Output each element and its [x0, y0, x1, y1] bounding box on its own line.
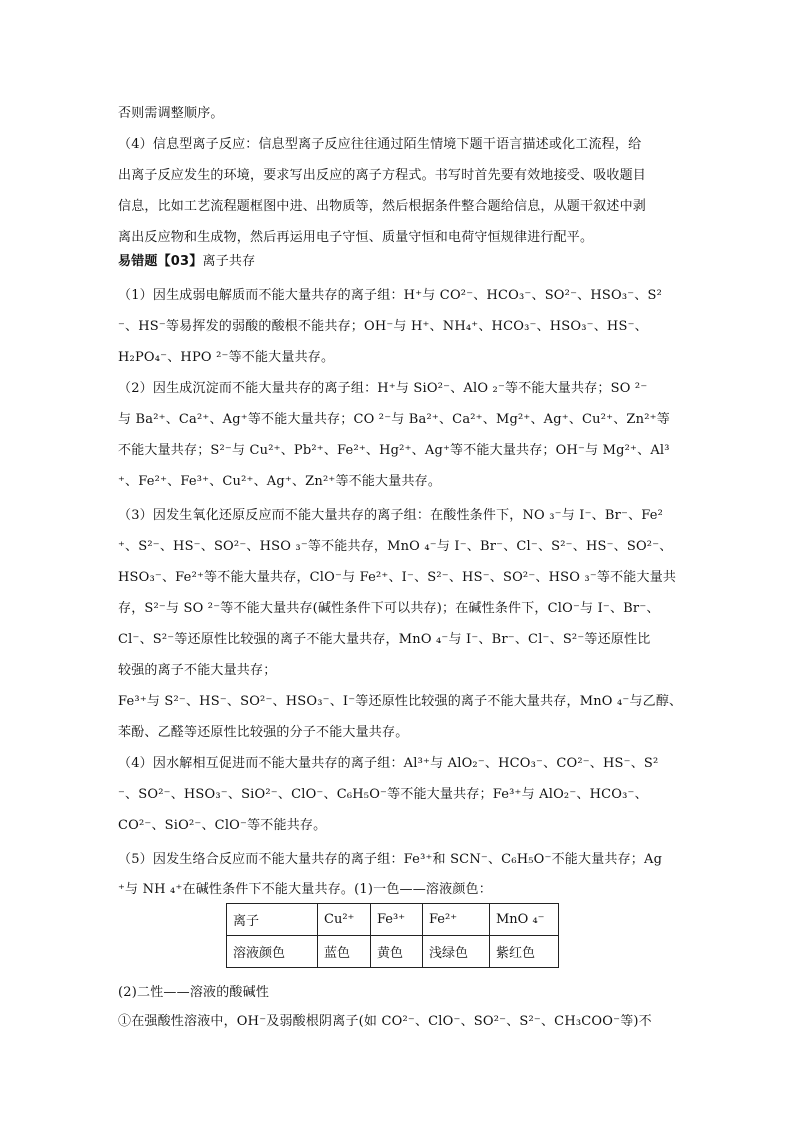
text-line: H₂PO₄⁻、HPO ²⁻等不能大量共存。	[118, 350, 335, 365]
text-line: （2）因生成沉淀而不能大量共存的离子组：H⁺与 SiO²⁻、AlO ₂⁻等不能大量共存；SO ²⁻	[118, 381, 648, 396]
text-line: ①在强酸性溶液中，OH⁻及弱酸根阴离子(如 CO²⁻、ClO⁻、SO²⁻、S²⁻、CH₃COO⁻等)不	[118, 1014, 652, 1029]
heading-label: 易错题【03】	[118, 254, 203, 269]
text-line: Cl⁻、S²⁻等还原性比较强的离子不能大量共存，MnO ₄⁻与 I⁻、Br⁻、Cl⁻、S²⁻等还原性比	[118, 632, 651, 647]
text-line: 较强的离子不能大量共存；	[118, 663, 277, 678]
text-line: （5）因发生络合反应而不能大量共存的离子组：Fe³⁺和 SCN⁻、C₆H₅O⁻不能大量共存；Ag	[118, 852, 663, 867]
text-line: ⁺、S²⁻、HS⁻、SO²⁻、HSO ₃⁻等不能共存，MnO ₄⁻与 I⁻、Br⁻、Cl⁻、S²⁻、HS⁻、SO²⁻、	[118, 539, 673, 554]
table-cell: Cu²⁺	[318, 904, 371, 936]
section-heading	[118, 254, 678, 270]
text-line: 苯酚、乙醛等还原性比较强的分子不能大量共存。	[118, 725, 409, 740]
text-line: （3）因发生氧化还原反应而不能大量共存的离子组：在酸性条件下，NO ₃⁻与 I⁻、Br⁻、Fe²	[118, 508, 664, 523]
text-line: 不能大量共存；S²⁻与 Cu²⁺、Pb²⁺、Fe²⁺、Hg²⁺、Ag⁺等不能大量共存；OH⁻与 Mg²⁺、Al³	[118, 443, 670, 458]
table-row	[227, 936, 559, 968]
text-line: ⁺与 NH ₄⁺在碱性条件下不能大量共存。(1)一色——溶液颜色：	[118, 882, 492, 897]
table-row	[227, 904, 559, 936]
text-line: 与 Ba²⁺、Ca²⁺、Ag⁺等不能大量共存；CO ²⁻与 Ba²⁺、Ca²⁺、Mg²⁺、Ag⁺、Cu²⁺、Zn²⁺等	[118, 412, 670, 427]
table-cell: Fe²⁺	[423, 904, 490, 936]
text-line: 存，S²⁻与 SO ²⁻等不能大量共存(碱性条件下可以共存)；在碱性条件下，ClO⁻与 I⁻、Br⁻、	[118, 601, 660, 616]
text-line: ⁺、Fe²⁺、Fe³⁺、Cu²⁺、Ag⁺、Zn²⁺等不能大量共存。	[118, 474, 442, 489]
text-line: Fe³⁺与 S²⁻、HS⁻、SO²⁻、HSO₃⁻、I⁻等还原性比较强的离子不能大量共存，MnO ₄⁻与乙醇、	[118, 694, 683, 709]
table-cell: 离子	[227, 904, 318, 936]
table-cell: 溶液颜色	[227, 936, 318, 968]
text-line: ⁻、SO²⁻、HSO₃⁻、SiO²⁻、ClO⁻、C₆H₅O⁻等不能大量共存；Fe³⁺与 AlO₂⁻、HCO₃⁻、	[118, 787, 648, 802]
text-line: HSO₃⁻、Fe²⁺等不能大量共存，ClO⁻与 Fe²⁺、I⁻、S²⁻、HS⁻、SO²⁻、HSO ₃⁻等不能大量共	[118, 570, 677, 585]
table-cell: 紫红色	[490, 936, 559, 968]
text-line: （4）因水解相互促进而不能大量共存的离子组：Al³⁺与 AlO₂⁻、HCO₃⁻、CO²⁻、HS⁻、S²	[118, 756, 659, 771]
heading-title: 离子共存	[202, 254, 256, 269]
text-line: CO²⁻、SiO²⁻、ClO⁻等不能共存。	[118, 818, 327, 833]
text-line: 信息，比如工艺流程题框图中进、出物质等，然后根据条件整合题给信息，从题干叙述中剥	[118, 199, 647, 214]
table-cell: Fe³⁺	[371, 904, 423, 936]
table-cell: MnO ₄⁻	[490, 904, 559, 936]
text-line: 离出反应物和生成物，然后再运用电子守恒、质量守恒和电荷守恒规律进行配平。	[118, 230, 594, 245]
text-line: 出离子反应发生的环境，要求写出反应的离子方程式。书写时首先要有效地接受、吸收题目	[118, 168, 647, 183]
text-line: （1）因生成弱电解质而不能大量共存的离子组：H⁺与 CO²⁻、HCO₃⁻、SO²⁻、HSO₃⁻、S²	[118, 288, 663, 303]
table-cell: 黄色	[371, 936, 423, 968]
ion-color-table	[226, 903, 559, 968]
text-line: (2)二性——溶液的酸碱性	[118, 985, 270, 1000]
text-line: （4）信息型离子反应：信息型离子反应往往通过陌生情境下题干语言描述或化工流程，给	[118, 137, 642, 152]
text-line: ⁻、HS⁻等易挥发的弱酸的酸根不能共存；OH⁻与 H⁺、NH₄⁺、HCO₃⁻、HSO₃⁻、HS⁻、	[118, 319, 648, 334]
table-cell: 蓝色	[318, 936, 371, 968]
text-line: 否则需调整顺序。	[118, 106, 224, 121]
table-cell: 浅绿色	[423, 936, 490, 968]
